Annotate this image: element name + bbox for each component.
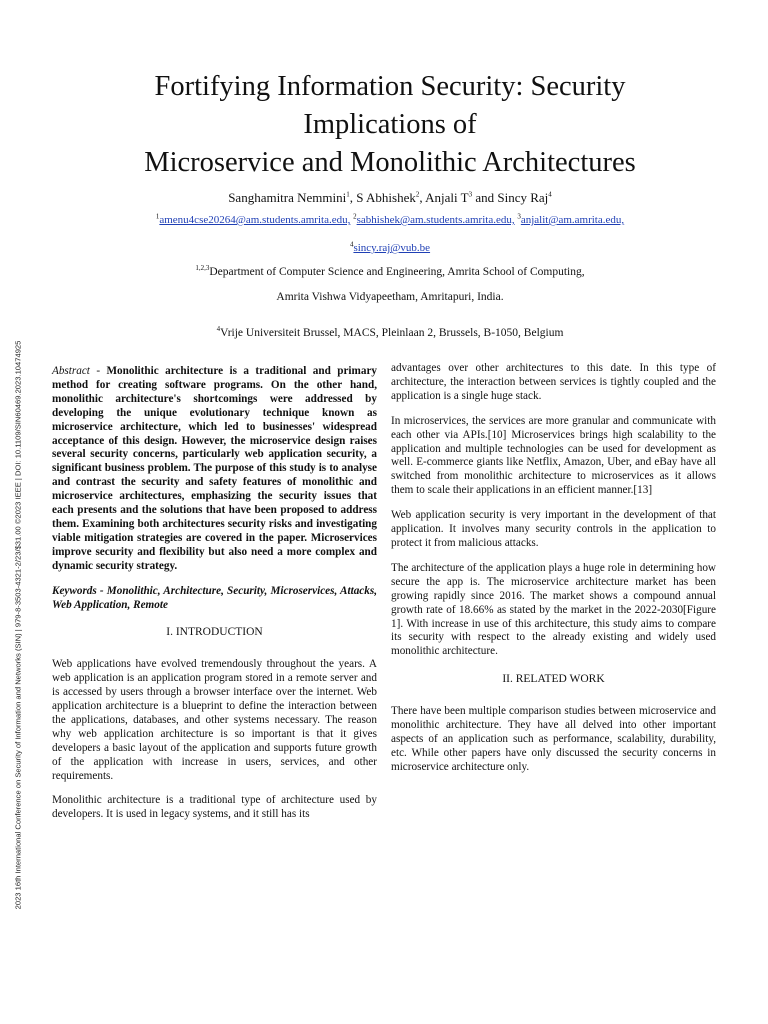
affiliation-1-cont: Amrita Vishwa Vidyapeetham, Amritapuri, India. — [276, 291, 504, 303]
email-link-4[interactable]: sincy.raj@vub.be — [353, 242, 431, 254]
intro-paragraph-5: Web application security is very important in the development of that application. It involves many security controls in the application to protect it from malicious attacks. — [391, 509, 716, 549]
keywords: Keywords - Monolithic, Architecture, Security, Microservices, Attacks, Web Application, Remote — [52, 584, 377, 611]
right-column — [391, 362, 716, 786]
author-list: Sanghamitra Nemmini$^1$, S Abhishek$^2$, Anjali $T^3$ and Sincy Raj$^4$ — [228, 190, 552, 205]
email-list-2: $^4$sincy.raj@vub.be — [349, 240, 431, 254]
email-link-3[interactable]: anjalit@am.amrita.edu, — [520, 214, 625, 226]
intro-paragraph-1: Web applications have evolved tremendously throughout the years. A web application is an application program stored in a remote server and is accessed by users through a browser interface over the internet. Web application architecture is a blueprint to define the interaction between the applications, databases, and other systems necessary. The reason why web application architecture is so important is that it gives developers a basic layout of the application and supports future growth of the application with increase in users, services, and other requirements. — [52, 658, 377, 782]
title-line-2: Implications of — [303, 109, 477, 140]
abstract-text: Monolithic architecture is a traditional and primary method for creating software programs. On the other hand, monolithic architecture's shortcomings were addressed by developing the unique evolutionary technique known as microservice architecture, which led to businesses' widespread acceptance of this design. However, the microservice design raises several security concerns, particularly web application security, a significant business problem. The purpose of this study is to analyse and contrast the security and safety features of monolithic and microservice architectures, emphasizing the security issues that each presents and the solutions that have been proposed to address them. Examining both architectures security risks and investigating viable mitigation strategies are covered in the paper. Microservices improve security and flexibility but also need a more complex and dynamic security strategy. — [52, 365, 378, 572]
section-heading-related-work: II. RELATED WORK — [502, 673, 605, 686]
affiliation-1: $^{1,2,3}$Department of Computer Science and Engineering, Amrita School of Computing, — [195, 264, 585, 278]
conference-banner — [9, 280, 27, 970]
intro-paragraph-4: In microservices, the services are more granular and communicate with each other via APIs.[10] Microservices brings high scalability to the application and multiple technologies can be used for development as well. E-commerce giants like Netflix, Amazon, Uber, and eBay have all switched from monolithic architecture to microservices as it allows them to scale their applications in an efficient manner.[13] — [391, 414, 716, 497]
author-1: Sanghamitra Nemmini — [228, 190, 347, 205]
affiliation-2: $^4$Vrije Universiteit Brussel, MACS, Pleinlaan 2, Brussels, B-1050, Belgium — [216, 325, 564, 339]
section-heading-introduction: I. INTRODUCTION — [166, 626, 263, 639]
abstract-label: Abstract - — [52, 365, 101, 377]
title-line-3: Microservice and Monolithic Architectures — [144, 147, 636, 178]
related-work-paragraph-1: There have been multiple comparison studies between microservice and monolithic architecture. They have all delved into other important aspects of an application such as performance, scalability, durability, etc. While other papers have only discussed the security concerns in microservice architecture only. — [391, 705, 716, 773]
email-list: $^1$amenu4cse20264@am.students.amrita.edu, $^2$sabhishek@am.students.amrita.edu, $^3$anjalit@am.amrita.edu, — [155, 212, 625, 226]
author-3: Anjali T — [425, 190, 469, 205]
author-2: S Abhishek — [356, 190, 416, 205]
left-column — [52, 365, 377, 833]
abstract — [52, 365, 377, 574]
email-link-1[interactable]: amenu4cse20264@am.students.amrita.edu, — [159, 214, 351, 226]
intro-paragraph-2: Monolithic architecture is a traditional type of architecture used by developers. It is used in legacy systems, and it still has its — [52, 794, 377, 821]
conference-banner-text: 2023 16th International Conference on Security of Information and Networks (SIN) | 979-8-3503-4321-2/23/$31.00 ©2023 IEEE | DOI: 10.1109/SIN60469.2023.10474925 — [13, 340, 23, 910]
paper-title — [80, 68, 700, 182]
intro-paragraph-6: The architecture of the application plays a huge role in determining how secure the app is. The microservice architecture market has been growing rapidly since 2016. The market shows a compound annual growth rate of 18.66% as stated by the market in the 2022-2030[Figure 1]. With increase in use of this architecture, this study aims to compare its security with respect to the already existing and widely used monolithic architecture. — [391, 561, 716, 658]
email-link-2[interactable]: sabhishek@am.students.amrita.edu, — [356, 214, 515, 226]
intro-paragraph-3: advantages over other architectures to this date. In this type of architecture, the interaction between services is tightly coupled and the application is a single huge stack. — [391, 362, 716, 402]
author-4: Sincy Raj — [497, 190, 549, 205]
title-line-1: Fortifying Information Security: Security — [154, 71, 626, 102]
